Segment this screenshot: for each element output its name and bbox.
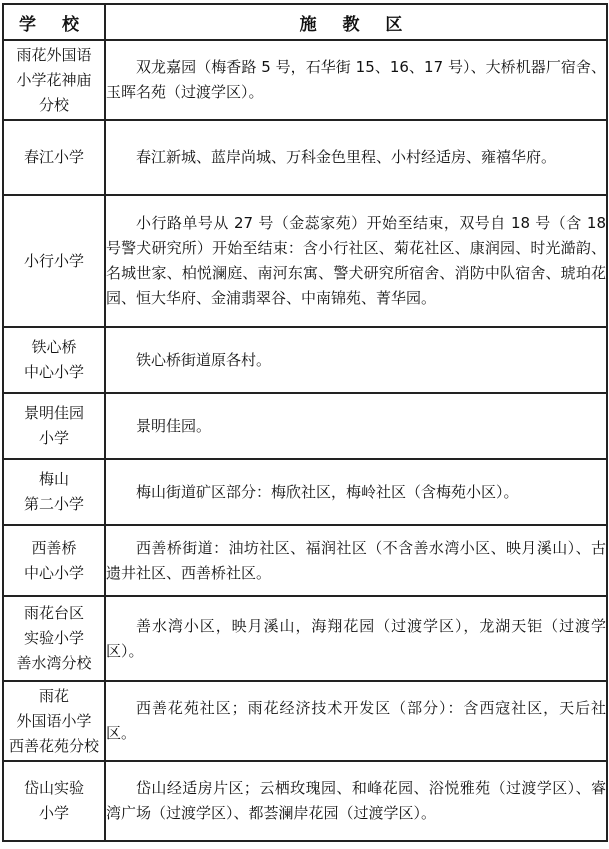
school-name-line: 小学 bbox=[38, 429, 69, 447]
table-row bbox=[3, 459, 607, 525]
school-name-line: 实验小学 bbox=[23, 629, 84, 647]
school-name-line: 分校 bbox=[38, 95, 69, 114]
zone-description: 铁心桥街道原各村。 bbox=[105, 327, 607, 393]
school-name-line: 中心小学 bbox=[23, 563, 84, 582]
school-name-line: 西善桥 bbox=[31, 538, 77, 557]
school-name-line: 岱山实验 bbox=[23, 779, 84, 797]
school-name-line: 梅山 bbox=[38, 470, 69, 488]
school-name-line: 铁心桥 bbox=[31, 338, 77, 356]
school-name-line: 雨花 bbox=[38, 686, 69, 705]
school-name-line: 雨花台区 bbox=[23, 604, 84, 622]
table-row bbox=[3, 525, 607, 596]
school-name bbox=[3, 40, 105, 120]
school-name bbox=[3, 459, 105, 525]
table-header-row bbox=[3, 4, 607, 40]
school-name bbox=[3, 681, 105, 761]
zone-description: 西善桥街道：油坊社区、福润社区（不含善水湾小区、映月溪山）、古遗井社区、西善桥社区。 bbox=[105, 525, 607, 596]
school-name bbox=[3, 327, 105, 393]
table-row bbox=[3, 327, 607, 393]
school-name bbox=[3, 393, 105, 459]
school-name-line: 春江小学 bbox=[23, 148, 84, 166]
school-name-line: 善水湾分校 bbox=[16, 654, 92, 672]
school-name-line: 雨花外国语 bbox=[16, 45, 92, 64]
school-name-line: 外国语小学 bbox=[16, 711, 92, 730]
table-row bbox=[3, 195, 607, 327]
school-name-line: 小学 bbox=[38, 804, 69, 822]
zone-description: 小行路单号从 27 号（金蕊家苑）开始至结束，双号自 18 号（含 18 号警犬研究所）开始至结束：含小行社区、菊花社区、康润园、时光澔韵、名城世家、柏悦澜庭、南河东寓、警犬研究所宿舍、消防中队宿舍、琥珀花园、恒大华府、金浦翡翠谷、中南锦苑、菁华园。 bbox=[105, 195, 607, 327]
school-name-line: 小行小学 bbox=[23, 251, 84, 270]
header-zone: 施 教 区 bbox=[105, 4, 607, 40]
zone-description: 岱山经适房片区；云栖玫瑰园、和峰花园、浴悦雅苑（过渡学区）、睿湾广场（过渡学区）、都荟澜岸花园（过渡学区）。 bbox=[105, 761, 607, 841]
zone-description: 景明佳园。 bbox=[105, 393, 607, 459]
header-school: 学 校 bbox=[3, 4, 105, 40]
school-name-line: 西善花苑分校 bbox=[8, 736, 99, 755]
school-name bbox=[3, 761, 105, 841]
school-name bbox=[3, 525, 105, 596]
table-row bbox=[3, 596, 607, 681]
zone-description: 梅山街道矿区部分：梅欣社区，梅岭社区（含梅苑小区）。 bbox=[105, 459, 607, 525]
school-zone-table bbox=[2, 3, 608, 842]
school-name-line: 景明佳园 bbox=[23, 404, 84, 422]
school-name-line: 小学花神庙 bbox=[16, 70, 92, 89]
table-row bbox=[3, 40, 607, 120]
zone-description: 双龙嘉园（梅香路 5 号，石华街 15、16、17 号）、大桥机器厂宿舍、玉晖名苑（过渡学区）。 bbox=[105, 40, 607, 120]
school-name bbox=[3, 596, 105, 681]
zone-description: 春江新城、蓝岸尚城、万科金色里程、小村经适房、雍禧华府。 bbox=[105, 120, 607, 195]
school-name bbox=[3, 195, 105, 327]
school-name-line: 第二小学 bbox=[23, 495, 84, 513]
table-row bbox=[3, 761, 607, 841]
zone-description: 善水湾小区，映月溪山，海翔花园（过渡学区），龙湖天钜（过渡学区）。 bbox=[105, 596, 607, 681]
school-name-line: 中心小学 bbox=[23, 363, 84, 381]
table-row bbox=[3, 393, 607, 459]
school-name bbox=[3, 120, 105, 195]
table-row bbox=[3, 681, 607, 761]
zone-description: 西善花苑社区；雨花经济技术开发区（部分）：含西寇社区，天后社区。 bbox=[105, 681, 607, 761]
table-row bbox=[3, 120, 607, 195]
